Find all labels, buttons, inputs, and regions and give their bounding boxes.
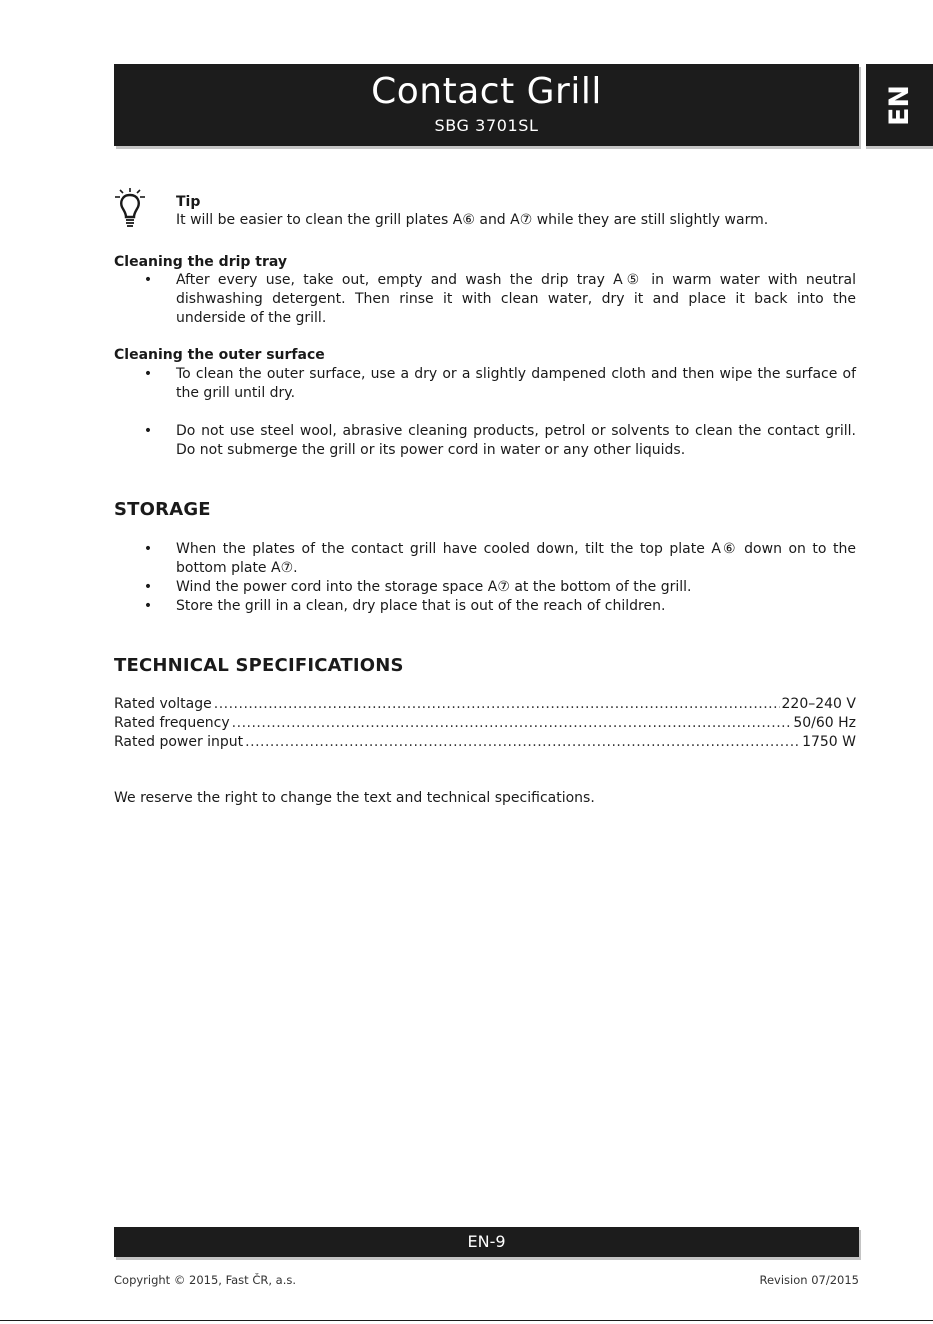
spec-label: Rated voltage: [114, 696, 212, 712]
bullet-marker: •: [143, 541, 153, 557]
storage-bullet-2: Wind the power cord into the storage space A⑦ at the bottom of the grill.: [176, 579, 692, 595]
storage-bullet-3: Store the grill in a clean, dry place that is out of the reach of children.: [176, 598, 666, 614]
lightbulb-icon: [113, 188, 147, 230]
page-number: EN-9: [467, 1232, 506, 1251]
revision-text: Revision 07/2015: [759, 1273, 859, 1287]
bullet-marker: •: [143, 272, 153, 288]
spec-value: 220–240 V: [781, 696, 856, 712]
spec-value: 50/60 Hz: [793, 715, 856, 731]
bottom-divider: [0, 1320, 933, 1321]
drip-tray-bullet-1: After every use, take out, empty and wash the drip tray A⑤ in warm water with neutral dishwashing detergent. Then rinse it with clean water, dry it and place it back into the underside of the grill.: [176, 272, 856, 326]
language-label: EN: [883, 84, 915, 126]
outer-surface-heading: Cleaning the outer surface: [114, 347, 325, 363]
storage-heading: STORAGE: [114, 499, 211, 520]
tip-heading: Tip: [176, 194, 201, 210]
bullet-marker: •: [143, 598, 153, 614]
dot-leader: [245, 733, 800, 752]
page-title: Contact Grill: [371, 71, 602, 112]
reservation-notice: We reserve the right to change the text and technical specifications.: [114, 790, 595, 806]
footer-bar: [114, 1227, 859, 1257]
bullet-marker: •: [143, 366, 153, 382]
outer-surface-bullet-1: To clean the outer surface, use a dry or a slightly dampened cloth and then wipe the surface of the grill until dry.: [176, 366, 856, 401]
model-number: SBG 3701SL: [434, 116, 539, 135]
drip-tray-heading: Cleaning the drip tray: [114, 254, 288, 270]
outer-surface-bullet-2: Do not use steel wool, abrasive cleaning products, petrol or solvents to clean the contact grill. Do not submerge the grill or its power cord in water or any other liquids.: [176, 423, 856, 458]
spec-label: Rated frequency: [114, 715, 230, 731]
dot-leader: [232, 714, 792, 733]
spec-row-power: [114, 733, 856, 752]
specs-heading: TECHNICAL SPECIFICATIONS: [114, 655, 404, 676]
bullet-marker: •: [143, 423, 153, 439]
spec-value: 1750 W: [802, 734, 856, 750]
tip-text: It will be easier to clean the grill plates A⑥ and A⑦ while they are still slightly warm.: [176, 212, 769, 228]
copyright-text: Copyright © 2015, Fast ČR, a.s.: [114, 1273, 297, 1287]
storage-bullet-1: When the plates of the contact grill have cooled down, tilt the top plate A⑥ down on to the bottom plate A⑦.: [176, 541, 856, 576]
spec-label: Rated power input: [114, 734, 244, 750]
language-tab: [866, 64, 933, 146]
dot-leader: [214, 695, 780, 714]
bullet-marker: •: [143, 579, 153, 595]
spec-row-voltage: [114, 695, 856, 714]
spec-row-frequency: [114, 714, 856, 733]
header-bar: [114, 64, 859, 146]
